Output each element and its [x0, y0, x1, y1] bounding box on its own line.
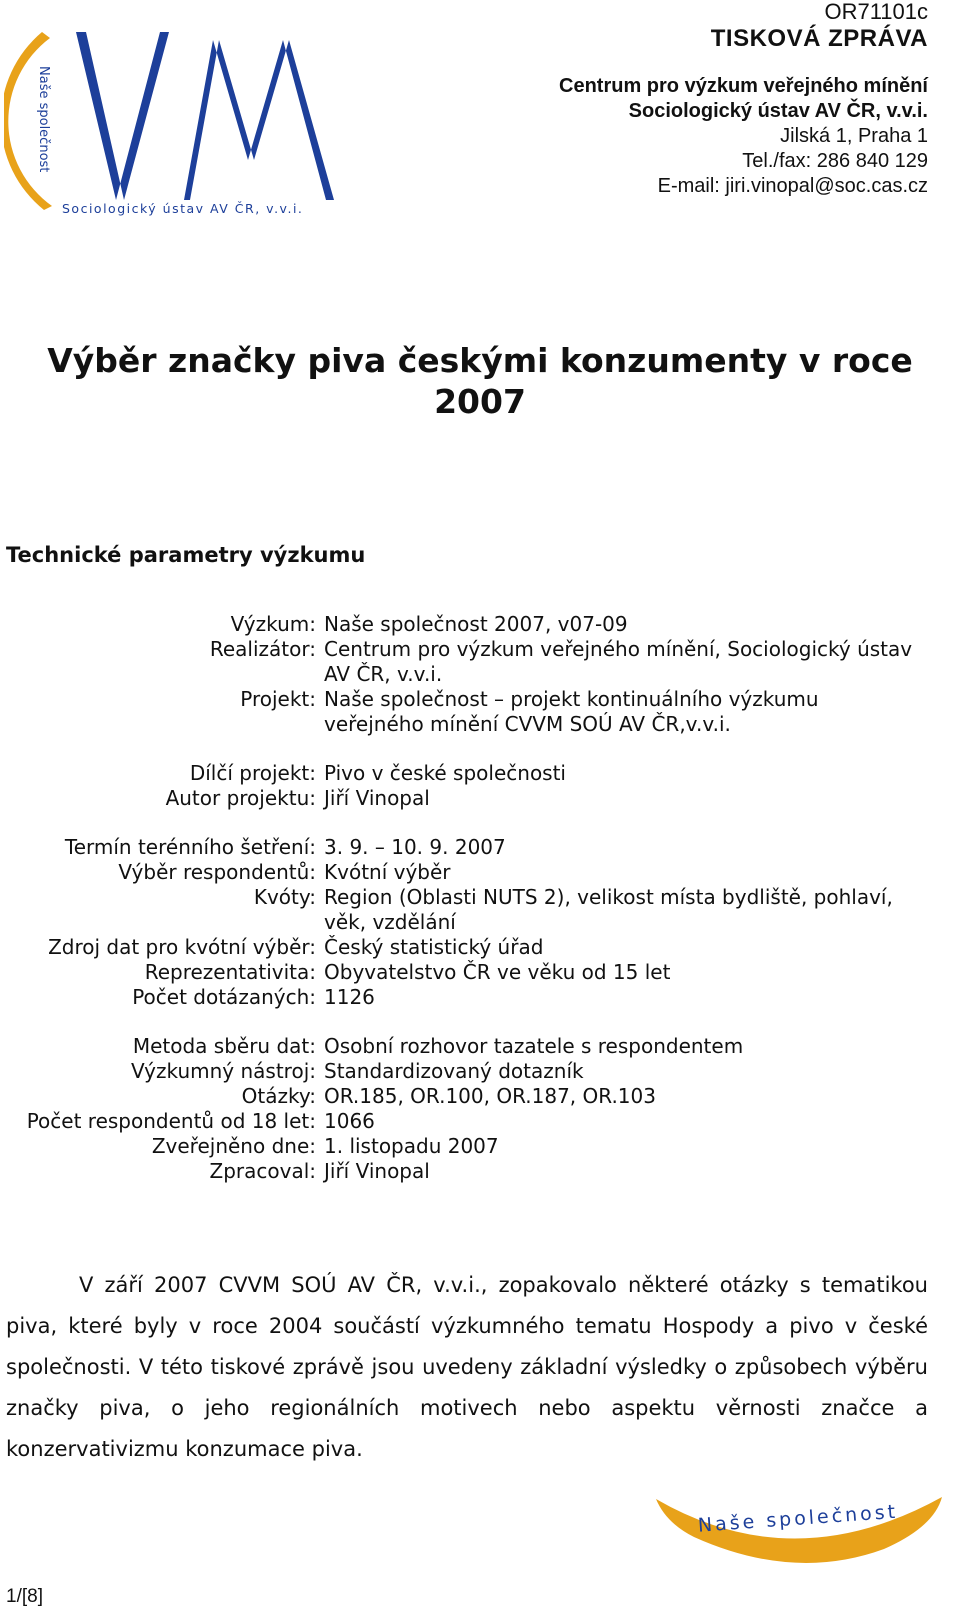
title-line-1: Výběr značky piva českými konzumenty v roce [47, 341, 913, 380]
org-name-line2: Sociologický ústav AV ČR, v.v.i. [628, 100, 928, 122]
param-row [0, 761, 960, 786]
param-label: Výběr respondentů: [118, 860, 316, 884]
page-number: 1/[8] [6, 1586, 43, 1607]
param-label: Projekt: [240, 687, 316, 711]
section-heading: Technické parametry výzkumu [6, 543, 366, 567]
param-row [0, 960, 960, 985]
param-label: Zdroj dat pro kvótní výběr: [48, 935, 316, 959]
nase-spolecnost-badge [654, 1487, 944, 1567]
param-label: Počet dotázaných: [132, 985, 316, 1009]
badge-text: Naše společnost [697, 1500, 899, 1537]
param-label: Kvóty: [253, 885, 316, 909]
param-value: OR.185, OR.100, OR.187, OR.103 [324, 1084, 656, 1108]
org-phone: Tel./fax: 286 840 129 [742, 150, 928, 172]
param-label: Zpracoval: [209, 1159, 316, 1183]
document-code: OR71101c [824, 0, 928, 24]
param-value: Pivo v české společnosti [324, 761, 566, 785]
press-release-heading: TISKOVÁ ZPRÁVA [710, 25, 928, 52]
param-label: Výzkum: [230, 612, 316, 636]
param-row [0, 835, 960, 860]
param-value: Jiří Vinopal [324, 786, 430, 810]
param-row [0, 1159, 960, 1184]
sociological-institute-logo [4, 10, 344, 225]
logo-monogram-s [76, 32, 169, 200]
param-label: Termín terénního šetření: [64, 835, 316, 859]
param-value: Naše společnost 2007, v07-09 [324, 612, 628, 636]
param-label: Autor projektu: [165, 786, 316, 810]
param-label: Výzkumný nástroj: [131, 1059, 316, 1083]
param-value: Jiří Vinopal [324, 1159, 430, 1183]
param-label: Zveřejněno dne: [151, 1134, 316, 1158]
param-row [0, 786, 960, 811]
param-row [0, 1109, 960, 1134]
param-row [0, 1134, 960, 1159]
param-value: Kvótní výběr [324, 860, 451, 884]
logo-arc-text: Naše společnost [36, 66, 51, 173]
param-row [0, 1084, 960, 1109]
param-value: Centrum pro výzkum veřejného mínění, Sociologický ústav AV ČR, v.v.i. [324, 637, 913, 686]
org-address: Jilská 1, Praha 1 [780, 125, 928, 147]
param-value: 3. 9. – 10. 9. 2007 [324, 835, 506, 859]
param-value: 1066 [324, 1109, 375, 1133]
param-value: Standardizovaný dotazník [324, 1059, 584, 1083]
param-value: Obyvatelstvo ČR ve věku od 15 let [324, 960, 671, 984]
param-label: Dílčí projekt: [189, 761, 316, 785]
param-row [0, 637, 960, 687]
intro-paragraph: V září 2007 CVVM SOÚ AV ČR, v.v.i., zopakovalo některé otázky s tematikou piva, které byly v roce 2004 součástí výzkumného tematu Hospody a pivo v české společnosti. V této tiskové zprávě jsou uvedeny základní výsledky o způsobech výběru značky piva, o jeho regionálních motivech nebo aspektu věrnosti značce a konzervativizmu konzumace piva. [6, 1273, 928, 1461]
param-row [0, 687, 960, 737]
param-label: Otázky: [241, 1084, 316, 1108]
document-title [0, 340, 960, 422]
param-value: Osobní rozhovor tazatele s respondentem [324, 1034, 744, 1058]
param-row [0, 885, 960, 935]
param-value: Region (Oblasti NUTS 2), velikost místa bydliště, pohlaví, věk, vzdělání [324, 885, 893, 934]
param-value: 1126 [324, 985, 375, 1009]
param-label: Realizátor: [209, 637, 316, 661]
org-email: E-mail: jiri.vinopal@soc.cas.cz [657, 175, 928, 197]
param-value: 1. listopadu 2007 [324, 1134, 499, 1158]
param-row [0, 612, 960, 637]
param-row [0, 985, 960, 1010]
param-label: Počet respondentů od 18 let: [26, 1109, 316, 1133]
param-row [0, 1034, 960, 1059]
logo-monogram-m [184, 40, 334, 200]
param-row [0, 860, 960, 885]
param-label: Metoda sběru dat: [132, 1034, 316, 1058]
param-row [0, 1059, 960, 1084]
org-name-line1: Centrum pro výzkum veřejného mínění [559, 75, 928, 97]
title-line-2: 2007 [434, 382, 526, 421]
param-value: Český statistický úřad [324, 935, 544, 959]
param-row [0, 935, 960, 960]
technical-parameters [0, 612, 960, 1184]
param-value: Naše společnost – projekt kontinuálního výzkumu veřejného mínění CVVM SOÚ AV ČR,v.v.i. [324, 687, 819, 736]
logo-caption: Sociologický ústav AV ČR, v.v.i. [62, 201, 304, 216]
header-block [559, 0, 928, 199]
param-label: Reprezentativita: [144, 960, 316, 984]
